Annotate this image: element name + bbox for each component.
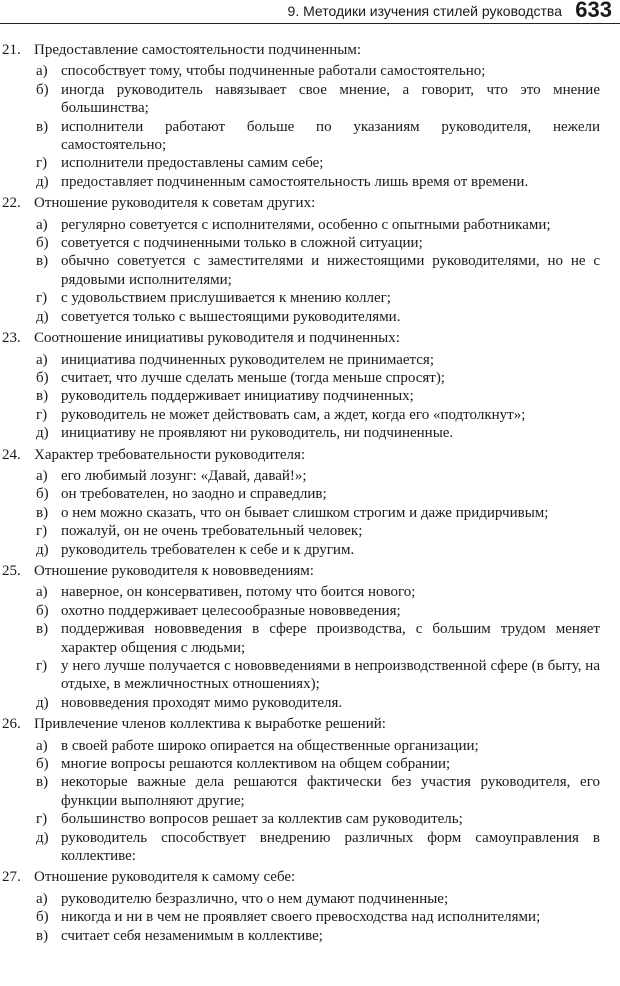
question-number: 22. [2,195,21,212]
answer-option [0,620,620,657]
answer-option [0,308,620,326]
option-letter: а) [36,351,48,368]
question-item [0,329,620,442]
question-number: 21. [2,42,21,58]
question-text: Отношение руководителя к нововведениям: [34,562,314,579]
answer-option [0,252,620,289]
question-text: Характер требовательности руководителя: [34,446,306,463]
option-text: руководитель не может действовать сам, а ждет, когда его «подтолкнут»; [61,406,526,423]
answer-option [0,234,620,252]
question-text: Соотношение инициативы руководителя и подчиненных: [34,330,400,347]
option-letter: а) [36,216,48,233]
option-letter: д) [36,829,49,846]
option-letter: г) [36,523,48,540]
page-number: 633 [575,0,612,22]
answer-option [0,890,620,908]
header-rule [0,23,620,24]
answer-option [0,602,620,620]
answer-option [0,755,620,773]
answer-option [0,289,620,307]
question-item [0,562,620,712]
answer-option [0,927,620,945]
question-number: 25. [2,562,21,579]
option-letter: б) [36,81,49,98]
option-text: многие вопросы решаются коллективом на общем собрании; [61,756,451,773]
option-letter: а) [36,584,48,601]
answer-option [0,173,620,191]
option-text: обычно советуется с заместителями и нижестоящими руководителями, но не с рядовыми исполнителями; [61,253,600,288]
option-text: исполнители предоставлены самим себе; [61,155,324,172]
questionnaire-body [0,41,620,948]
option-letter: а) [36,63,48,80]
question-item [0,194,620,326]
option-letter: а) [36,890,48,907]
option-text: с удовольствием прислушивается к мнению коллег; [61,290,391,307]
answer-option [0,216,620,234]
option-letter: д) [36,173,49,190]
option-text: иногда руководитель навязывает свое мнение, а говорит, что это мнение большинства; [61,81,600,117]
answer-option [0,504,620,522]
option-letter: в) [36,774,49,791]
answer-option [0,810,620,828]
option-letter: д) [36,694,49,711]
option-text: его любимый лозунг: «Давай, давай!»; [61,467,307,484]
question-item [0,868,620,945]
option-text: руководителю безразлично, что о нем думают подчиненные; [61,890,449,907]
option-text: некоторые важные дела решаются фактически без участия руководителя, его функции выполняют другие; [61,774,600,809]
option-letter: г) [36,406,48,423]
answer-option [0,694,620,712]
option-text: считает себя незаменимым в коллективе; [61,927,323,944]
question-text: Отношение руководителя к советам других: [34,195,316,212]
answer-option [0,81,620,118]
answer-option [0,522,620,540]
option-text: руководитель поддерживает инициативу подчиненных; [61,388,414,405]
question-text: Отношение руководителя к самому себе: [34,869,296,886]
option-letter: в) [36,927,49,944]
answer-option [0,773,620,810]
option-text: советуется с подчиненными только в сложной ситуации; [61,235,423,252]
question-text: Предоставление самостоятельности подчиненным: [34,42,362,58]
answer-option [0,62,620,80]
option-letter: г) [36,658,48,674]
option-text: инициативу не проявляют ни руководитель, ни подчиненные. [61,425,454,442]
option-text: руководитель способствует внедрению различных форм самоуправления в коллективе: [61,829,600,865]
option-text: регулярно советуется с исполнителями, особенно с опытными работниками; [61,216,551,233]
option-text: пожалуй, он не очень требовательный человек; [61,523,363,540]
answer-option [0,829,620,866]
question-number: 24. [2,446,21,463]
option-letter: а) [36,467,48,484]
answer-option [0,424,620,442]
answer-option [0,485,620,503]
option-letter: б) [36,369,49,386]
page-header [0,0,620,22]
option-letter: б) [36,756,49,773]
option-text: никогда и ни в чем не проявляет своего превосходства над исполнителями; [61,909,541,926]
option-text: руководитель требователен к себе и к другим. [61,541,355,558]
option-letter: б) [36,486,49,503]
option-text: предоставляет подчиненным самостоятельность лишь время от времени. [61,173,529,190]
answer-option [0,908,620,926]
option-text: охотно поддерживает целесообразные нововведения; [61,602,401,619]
option-text: о нем можно сказать, что он бывает слишком строгим и даже придирчивым; [61,504,549,521]
answer-option [0,583,620,601]
option-letter: в) [36,388,49,405]
option-letter: б) [36,909,49,926]
question-text: Привлечение членов коллектива к выработке решений: [34,716,386,733]
option-letter: в) [36,504,49,521]
answer-option [0,369,620,387]
question-number: 26. [2,716,21,733]
option-letter: г) [36,811,48,828]
option-text: большинство вопросов решает за коллектив сам руководитель; [61,811,463,828]
question-item [0,446,620,559]
option-letter: в) [36,621,49,638]
answer-option [0,351,620,369]
option-letter: б) [36,602,49,619]
option-text: способствует тому, чтобы подчиненные работали самостоятельно; [61,63,486,80]
option-text: исполнители работают больше по указаниям руководителя, нежели самостоятельно; [61,118,600,154]
option-letter: г) [36,290,48,307]
option-text: считает, что лучше сделать меньше (тогда меньше спросят); [61,369,445,386]
option-letter: в) [36,118,49,135]
question-number: 27. [2,869,21,886]
answer-option [0,737,620,755]
answer-option [0,118,620,155]
answer-option [0,467,620,485]
option-letter: д) [36,425,49,442]
option-text: инициатива подчиненных руководителем не принимается; [61,351,434,368]
option-text: советуется только с вышестоящими руководителями. [61,308,401,325]
question-item [0,41,620,191]
option-letter: д) [36,541,49,558]
running-head-title: 9. Методики изучения стилей руководства [287,3,562,19]
option-text: в своей работе широко опирается на общественные организации; [61,737,479,754]
option-text: он требователен, но заодно и справедлив; [61,486,327,503]
option-letter: г) [36,155,48,172]
answer-option [0,541,620,559]
answer-option [0,657,620,694]
option-letter: д) [36,308,49,325]
question-item [0,715,620,865]
question-number: 23. [2,330,21,347]
option-letter: а) [36,737,48,754]
option-text: нововведения проходят мимо руководителя. [61,694,343,711]
answer-option [0,387,620,405]
option-letter: б) [36,235,49,252]
answer-option [0,406,620,424]
option-letter: в) [36,253,49,270]
option-text: поддерживая нововведения в сфере производства, с большим трудом меняет характер общения с людьми; [61,621,600,656]
option-text: у него лучше получается с нововведениями в непроизводственной сфере (в быту, на отдыхе, в межличностных отношениях); [61,658,600,693]
answer-option [0,154,620,172]
option-text: наверное, он консервативен, потому что боится нового; [61,584,416,601]
